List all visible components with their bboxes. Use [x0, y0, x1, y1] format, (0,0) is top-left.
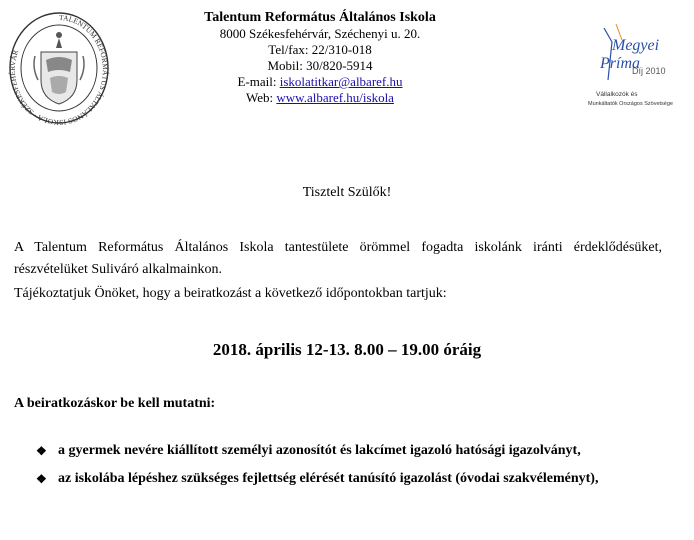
web-label: Web:: [246, 90, 277, 105]
list-item: [36, 468, 662, 490]
list-item-text: az iskolába lépéshez szükséges fejlettség elérését tanúsító igazolást (óvodai szakvéleményt),: [58, 471, 599, 486]
paragraph-intro: A Talentum Református Általános Iskola tantestülete örömmel fogadta iskolánk iránti érdeklődésüket, részvételüket Suliváró alkalmainkon.: [14, 240, 662, 277]
award-line5: Munkáltatók Országos Szövetsége: [588, 101, 673, 107]
web-link[interactable]: www.albaref.hu/iskola: [276, 90, 394, 105]
svg-text:TALENTUM REFORMÁTUS ÁLTALÁNOS: TALENTUM REFORMÁTUS ÁLTALÁNOS ISKOLA · SZÉKESFEHÉRVÁR: [8, 12, 110, 126]
diamond-bullet-icon: ❖: [36, 444, 47, 458]
diamond-bullet-icon: ❖: [36, 472, 47, 486]
award-line2: Príma: [600, 55, 640, 72]
web-line: [160, 90, 480, 106]
email-line: [160, 74, 480, 90]
list-item-text: a gyermek nevére kiállított személyi azonosítót és lakcímet igazoló hatósági igazolványt,: [58, 443, 581, 458]
school-name: Talentum Református Általános Iskola: [204, 10, 436, 25]
requirements-heading: A beiratkozáskor be kell mutatni:: [14, 396, 216, 411]
mobile: Mobil: 30/820-5914: [267, 58, 373, 73]
email-label: E-mail:: [237, 74, 280, 89]
award-line4: Vállalkozók és: [596, 91, 638, 98]
letterhead: [160, 10, 480, 106]
greeting: Tisztelt Szülők!: [302, 185, 392, 200]
list-item: [36, 440, 662, 462]
requirements-list: [36, 440, 662, 496]
award-line1: Megyei: [612, 37, 660, 54]
award-line3: Díj 2010: [632, 66, 666, 76]
email-link[interactable]: iskolatitkar@albaref.hu: [279, 74, 403, 89]
paragraph-info: Tájékoztatjuk Önöket, hogy a beiratkozást a következő időpontokban tartjuk:: [14, 286, 447, 301]
telfax: Tel/fax: 22/310-018: [268, 42, 372, 57]
school-seal-image: [8, 10, 110, 126]
address: 8000 Székesfehérvár, Széchenyi u. 20.: [219, 26, 421, 41]
enrollment-dates: 2018. április 12-13. 8.00 – 19.00 óráig: [212, 340, 482, 359]
award-logo: [586, 20, 690, 112]
